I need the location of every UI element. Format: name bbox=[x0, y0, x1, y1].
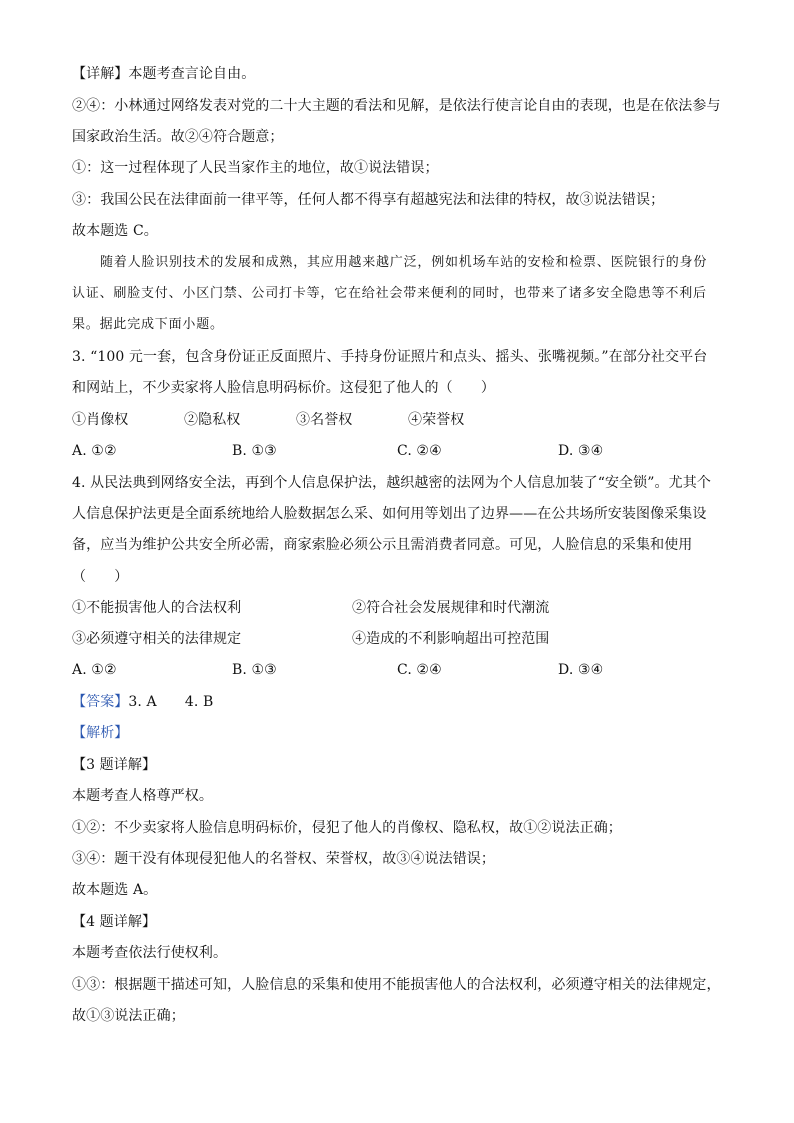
option-c: C. ②④ bbox=[397, 662, 442, 678]
q3-detail-line: ③④：题干没有体现侵犯他人的名誉权、荣誉权，故③④说法错误； bbox=[72, 851, 495, 867]
option-d: D. ③④ bbox=[558, 443, 604, 459]
explanation-line: 故本题选 C。 bbox=[72, 223, 158, 239]
question-item: ②符合社会发展规律和时代潮流 bbox=[352, 600, 550, 616]
question-4-stem: 4. 从民法典到网络安全法，再到个人信息保护法，越织越密的法网为个人信息加装了“安全锁”。尤其个 bbox=[72, 475, 711, 491]
explanation-line: ③：我国公民在法律面前一律平等，任何人都不得享有超越宪法和法律的特权，故③说法错误； bbox=[72, 192, 665, 208]
question-item: ③名誉权 bbox=[296, 412, 353, 428]
passage-line: 随着人脸识别技术的发展和成熟，其应用越来越广泛，例如机场车站的安检和检票、医院银行的身份 bbox=[100, 255, 708, 270]
question-item: ①不能损害他人的合法权利 bbox=[72, 600, 242, 616]
question-4-stem: （ ） bbox=[72, 569, 129, 585]
passage-line: 认证、刷脸支付、小区门禁、公司打卡等，它在给社会带来便利的同时，也带来了诸多安全隐患等不利后 bbox=[72, 286, 707, 301]
option-d: D. ③④ bbox=[558, 662, 604, 678]
explanation-title: 【详解】本题考查言论自由。 bbox=[72, 66, 256, 82]
q3-detail-line: 本题考查人格尊严权。 bbox=[72, 788, 213, 804]
q4-detail-line: 故①③说法正确； bbox=[72, 1008, 185, 1024]
answer-text: 3. A 4. B bbox=[128, 694, 214, 710]
question-3-stem: 和网站上，不少卖家将人脸信息明码标价。这侵犯了他人的（ ） bbox=[72, 380, 495, 396]
question-4-stem: 人信息保护法更是全面系统地给人脸数据怎么采、如何用等划出了边界——在公共场所安装图像采集设 bbox=[72, 506, 707, 522]
q3-detail-title: 【3 题详解】 bbox=[72, 757, 157, 773]
analysis-line bbox=[72, 723, 732, 743]
question-4-stem: 备，应当为维护公共安全所必需，商家索脸必须公示且需消费者同意。可见，人脸信息的采集和使用 bbox=[72, 537, 693, 553]
question-3-stem: 3. “100 元一套，包含身份证正反面照片、手持身份证照片和点头、摇头、张嘴视频。”在部分社交平台 bbox=[72, 349, 708, 365]
explanation-line: ②④：小林通过网络发表对党的二十大主题的看法和见解，是依法行使言论自由的表现，也是在依法参与 bbox=[72, 98, 721, 114]
answer-label: 【答案】 bbox=[72, 694, 129, 710]
option-a: A. ①② bbox=[72, 443, 117, 459]
option-b: B. ①③ bbox=[232, 443, 277, 459]
passage-line: 果。据此完成下面小题。 bbox=[72, 317, 224, 332]
option-a: A. ①② bbox=[72, 662, 117, 678]
q3-detail-line: 故本题选 A。 bbox=[72, 882, 158, 898]
question-item: ③必须遵守相关的法律规定 bbox=[72, 631, 242, 647]
q3-detail-line: ①②：不少卖家将人脸信息明码标价，侵犯了他人的肖像权、隐私权，故①②说法正确； bbox=[72, 820, 622, 836]
q4-detail-line: 本题考查依法行使权利。 bbox=[72, 945, 228, 961]
answer-line bbox=[72, 692, 732, 712]
explanation-line: ①：这一过程体现了人民当家作主的地位，故①说法错误； bbox=[72, 160, 439, 176]
q4-detail-title: 【4 题详解】 bbox=[72, 914, 157, 930]
question-item: ④造成的不利影响超出可控范围 bbox=[352, 631, 550, 647]
analysis-label: 【解析】 bbox=[72, 725, 129, 741]
q4-detail-line: ①③：根据题干描述可知，人脸信息的采集和使用不能损害他人的合法权利，必须遵守相关的法律规定， bbox=[72, 977, 721, 993]
option-c: C. ②④ bbox=[397, 443, 442, 459]
question-item: ②隐私权 bbox=[184, 412, 241, 428]
question-item: ④荣誉权 bbox=[408, 412, 465, 428]
question-item: ①肖像权 bbox=[72, 412, 129, 428]
explanation-line: 国家政治生活。故②④符合题意； bbox=[72, 129, 284, 145]
option-b: B. ①③ bbox=[232, 662, 277, 678]
